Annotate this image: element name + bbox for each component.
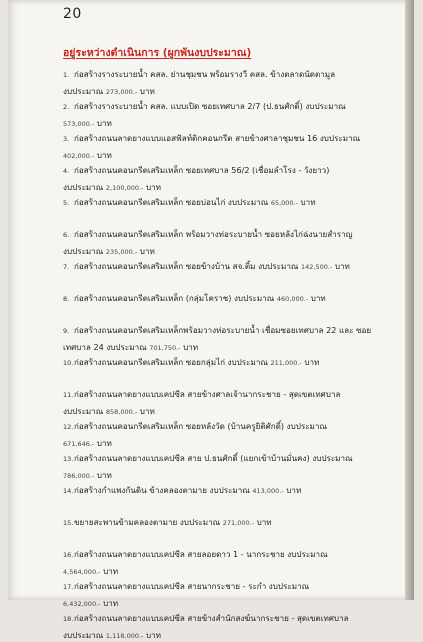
- list-item-line: [63, 403, 413, 418]
- list-item-line: [63, 339, 413, 354]
- item-number: 12.: [63, 423, 74, 431]
- list-item: [63, 194, 413, 226]
- item-description: ก่อสร้างถนนคอนกรีตเสริมเหล็ก ซอยบ่อนไก่ งบประมาณ: [74, 197, 269, 207]
- item-number: 2.: [63, 103, 70, 111]
- list-item-line: [63, 226, 413, 243]
- item-amount: 235,000.-: [105, 248, 138, 256]
- list-item-line: [63, 130, 413, 147]
- item-description: ก่อสร้างถนนคอนกรีตเสริมเหล็ก ซอยข้างบ้าน สจ.ติ้ม งบประมาณ: [74, 261, 299, 271]
- item-amount: 271,000.-: [222, 519, 255, 527]
- item-unit: บาท: [139, 86, 155, 96]
- section-title: อยู่ระหว่างดำเนินการ (ผูกพันงบประมาณ): [63, 47, 252, 59]
- item-amount: 273,000.-: [105, 88, 138, 96]
- list-item: [63, 514, 413, 546]
- item-description: ก่อสร้างถนนคอนกรีตเสริมเหล็ก ซอยเทศบาล 56/2 (เชื่อมลำโรง - วังยาว): [74, 165, 330, 175]
- item-amount: 1,118,000.-: [105, 632, 144, 640]
- item-number: 3.: [63, 135, 70, 143]
- item-unit: บาท: [96, 470, 112, 480]
- list-item: [63, 226, 413, 258]
- item-budget-label: งบประมาณ: [63, 246, 104, 256]
- item-amount: 6,432,000.-: [63, 600, 101, 608]
- item-unit: บาท: [310, 293, 326, 303]
- item-number: 17.: [63, 583, 74, 591]
- item-description: ก่อสร้างกำแพงกันดิน ข้างคลองตามาย งบประมาณ: [74, 485, 250, 495]
- item-description: ขยายสะพานข้ามคลองตามาย งบประมาณ: [74, 517, 221, 527]
- item-number: 15.: [63, 519, 74, 527]
- item-amount: 460,000.-: [276, 295, 309, 303]
- item-number: 1.: [63, 71, 70, 79]
- item-amount: 4,564,000.-: [63, 568, 101, 576]
- item-number: 9.: [63, 327, 70, 335]
- item-unit: บาท: [145, 182, 161, 192]
- list-item-line: [63, 546, 413, 563]
- list-item-line: [63, 290, 413, 307]
- item-unit: บาท: [256, 517, 272, 527]
- item-number: 5.: [63, 199, 70, 207]
- item-unit: บาท: [96, 150, 112, 160]
- list-item-line: [63, 386, 413, 403]
- list-item-line: [63, 179, 413, 194]
- list-item-line: [63, 418, 413, 435]
- list-item: [63, 450, 413, 482]
- item-amount: 786,000.-: [63, 472, 95, 480]
- item-amount: 211,000.-: [270, 359, 302, 367]
- item-unit: บาท: [183, 342, 199, 352]
- list-item: [63, 162, 413, 194]
- list-item-line: [63, 450, 413, 467]
- list-item-line: [63, 578, 413, 595]
- item-description: ก่อสร้างถนนลาดยางแบบเคปซีล สายข้างสำนักสงฆ์นากระชาย - สุดเขตเทศบาล: [74, 613, 349, 623]
- item-amount: 573,000.-: [63, 120, 95, 128]
- list-item-line: [63, 66, 413, 83]
- item-budget-label: งบประมาณ: [63, 182, 104, 192]
- item-number: 6.: [63, 231, 70, 239]
- item-unit: บาท: [139, 406, 155, 416]
- item-amount: 2,100,000.-: [105, 184, 144, 192]
- list-item: [63, 578, 413, 610]
- item-unit: บาท: [139, 246, 155, 256]
- list-item: [63, 258, 413, 290]
- list-item: [63, 546, 413, 578]
- item-amount: 65,000.-: [270, 199, 298, 207]
- list-item-line: [63, 467, 413, 482]
- list-item: [63, 482, 413, 514]
- list-item-line: [63, 258, 413, 275]
- item-budget-label: งบประมาณ: [63, 86, 104, 96]
- item-unit: บาท: [286, 485, 302, 495]
- item-unit: บาท: [96, 118, 112, 128]
- item-budget-label: เทศบาล 24 งบประมาณ: [63, 342, 147, 352]
- item-description: ก่อสร้างรางระบายน้ำ คสล. แบบเปิด ซอยเทศบาล 2/7 (ป.ธนศักดิ์) งบประมาณ: [74, 101, 346, 111]
- list-item-line: [63, 435, 413, 450]
- item-amount: 671,646.-: [63, 440, 95, 448]
- item-budget-label: งบประมาณ: [63, 630, 104, 640]
- list-item-line: [63, 322, 413, 339]
- list-item: [63, 130, 413, 162]
- list-item-line: [63, 162, 413, 179]
- item-number: 16.: [63, 551, 74, 559]
- list-item: [63, 354, 413, 386]
- item-amount: 701,750.-: [149, 344, 181, 352]
- list-item: [63, 386, 413, 418]
- item-number: 7.: [63, 263, 70, 271]
- item-number: 14.: [63, 487, 74, 495]
- item-amount: 142,500.-: [300, 263, 333, 271]
- item-description: ก่อสร้างถนนลาดยางแบบเคปซีล สาย ป.ธนศักดิ์ (แยกเข้าบ้านมั่นคง) งบประมาณ: [74, 453, 353, 463]
- item-number: 8.: [63, 295, 70, 303]
- item-unit: บาท: [304, 357, 320, 367]
- item-unit: บาท: [103, 566, 119, 576]
- item-description: ก่อสร้างถนนคอนกรีตเสริมเหล็ก ซอยกลุ่มไก่ งบประมาณ: [74, 357, 268, 367]
- item-amount: 858,000.-: [105, 408, 138, 416]
- list-item-line: [63, 595, 413, 610]
- item-description: ก่อสร้างถนนคอนกรีตเสริมเหล็กพร้อมวางท่อระบายน้ำ เชื่อมซอยเทศบาล 22 และ ซอย: [74, 325, 372, 335]
- list-item-line: [63, 243, 413, 258]
- item-number: 13.: [63, 455, 74, 463]
- list-item: [63, 98, 413, 130]
- list-item-line: [63, 563, 413, 578]
- item-description: ก่อสร้างถนนลาดยางแบบแอสฟัลท์ติกคอนกรีต สายข้างศาลาชุมชน 16 งบประมาณ: [74, 133, 361, 143]
- item-description: ก่อสร้างถนนลาดยางแบบเคปซีล สายข้างศาลเจ้านากระชาย - สุดเขตเทศบาล: [74, 389, 341, 399]
- list-item: [63, 418, 413, 450]
- item-description: ก่อสร้างรางระบายน้ำ คสล. ย่านชุมชน พร้อมรางวี คสล. ข้างตลาดนัดตามูล: [74, 69, 336, 79]
- item-amount: 413,000.-: [252, 487, 284, 495]
- item-budget-label: งบประมาณ: [63, 406, 104, 416]
- list-item-line: [63, 354, 413, 371]
- item-unit: บาท: [145, 630, 161, 640]
- list-item-line: [63, 194, 413, 211]
- item-unit: บาท: [103, 598, 119, 608]
- item-amount: 402,000.-: [63, 152, 95, 160]
- list-item: [63, 290, 413, 322]
- list-item-line: [63, 98, 413, 115]
- list-item-line: [63, 115, 413, 130]
- item-description: ก่อสร้างถนนคอนกรีตเสริมเหล็ก ซอยหลังวัด (บ้านครูยิติศักดิ์) งบประมาณ: [74, 421, 327, 431]
- item-unit: บาท: [96, 438, 112, 448]
- item-number: 4.: [63, 167, 70, 175]
- item-description: ก่อสร้างถนนลาดยางแบบเคปซีล สายลอยดาว 1 - นากระชาย งบประมาณ: [74, 549, 328, 559]
- item-number: 10.: [63, 359, 74, 367]
- project-list: [63, 66, 413, 642]
- list-item-line: [63, 83, 413, 98]
- list-item-line: [63, 482, 413, 499]
- list-item: [63, 66, 413, 98]
- list-item: [63, 322, 413, 354]
- list-item-line: [63, 610, 413, 627]
- list-item-line: [63, 514, 413, 531]
- item-description: ก่อสร้างถนนคอนกรีตเสริมเหล็ก พร้อมวางท่อระบายน้ำ ซอยหลังไก่ฉ่งนายสำราญ: [74, 229, 353, 239]
- list-item-line: [63, 627, 413, 642]
- item-unit: บาท: [334, 261, 350, 271]
- item-number: 18.: [63, 615, 74, 623]
- item-unit: บาท: [300, 197, 316, 207]
- item-description: ก่อสร้างถนนลาดยางแบบเคปซีล สายนากระชาย - ระกำ งบประมาณ: [74, 581, 310, 591]
- item-description: ก่อสร้างถนนคอนกรีตเสริมเหล็ก (กลุ่มโคราช) งบประมาณ: [74, 293, 275, 303]
- list-item: [63, 610, 413, 642]
- item-number: 11.: [63, 391, 74, 399]
- page-number: 20: [63, 6, 82, 22]
- list-item-line: [63, 147, 413, 162]
- document-page: [8, 0, 414, 640]
